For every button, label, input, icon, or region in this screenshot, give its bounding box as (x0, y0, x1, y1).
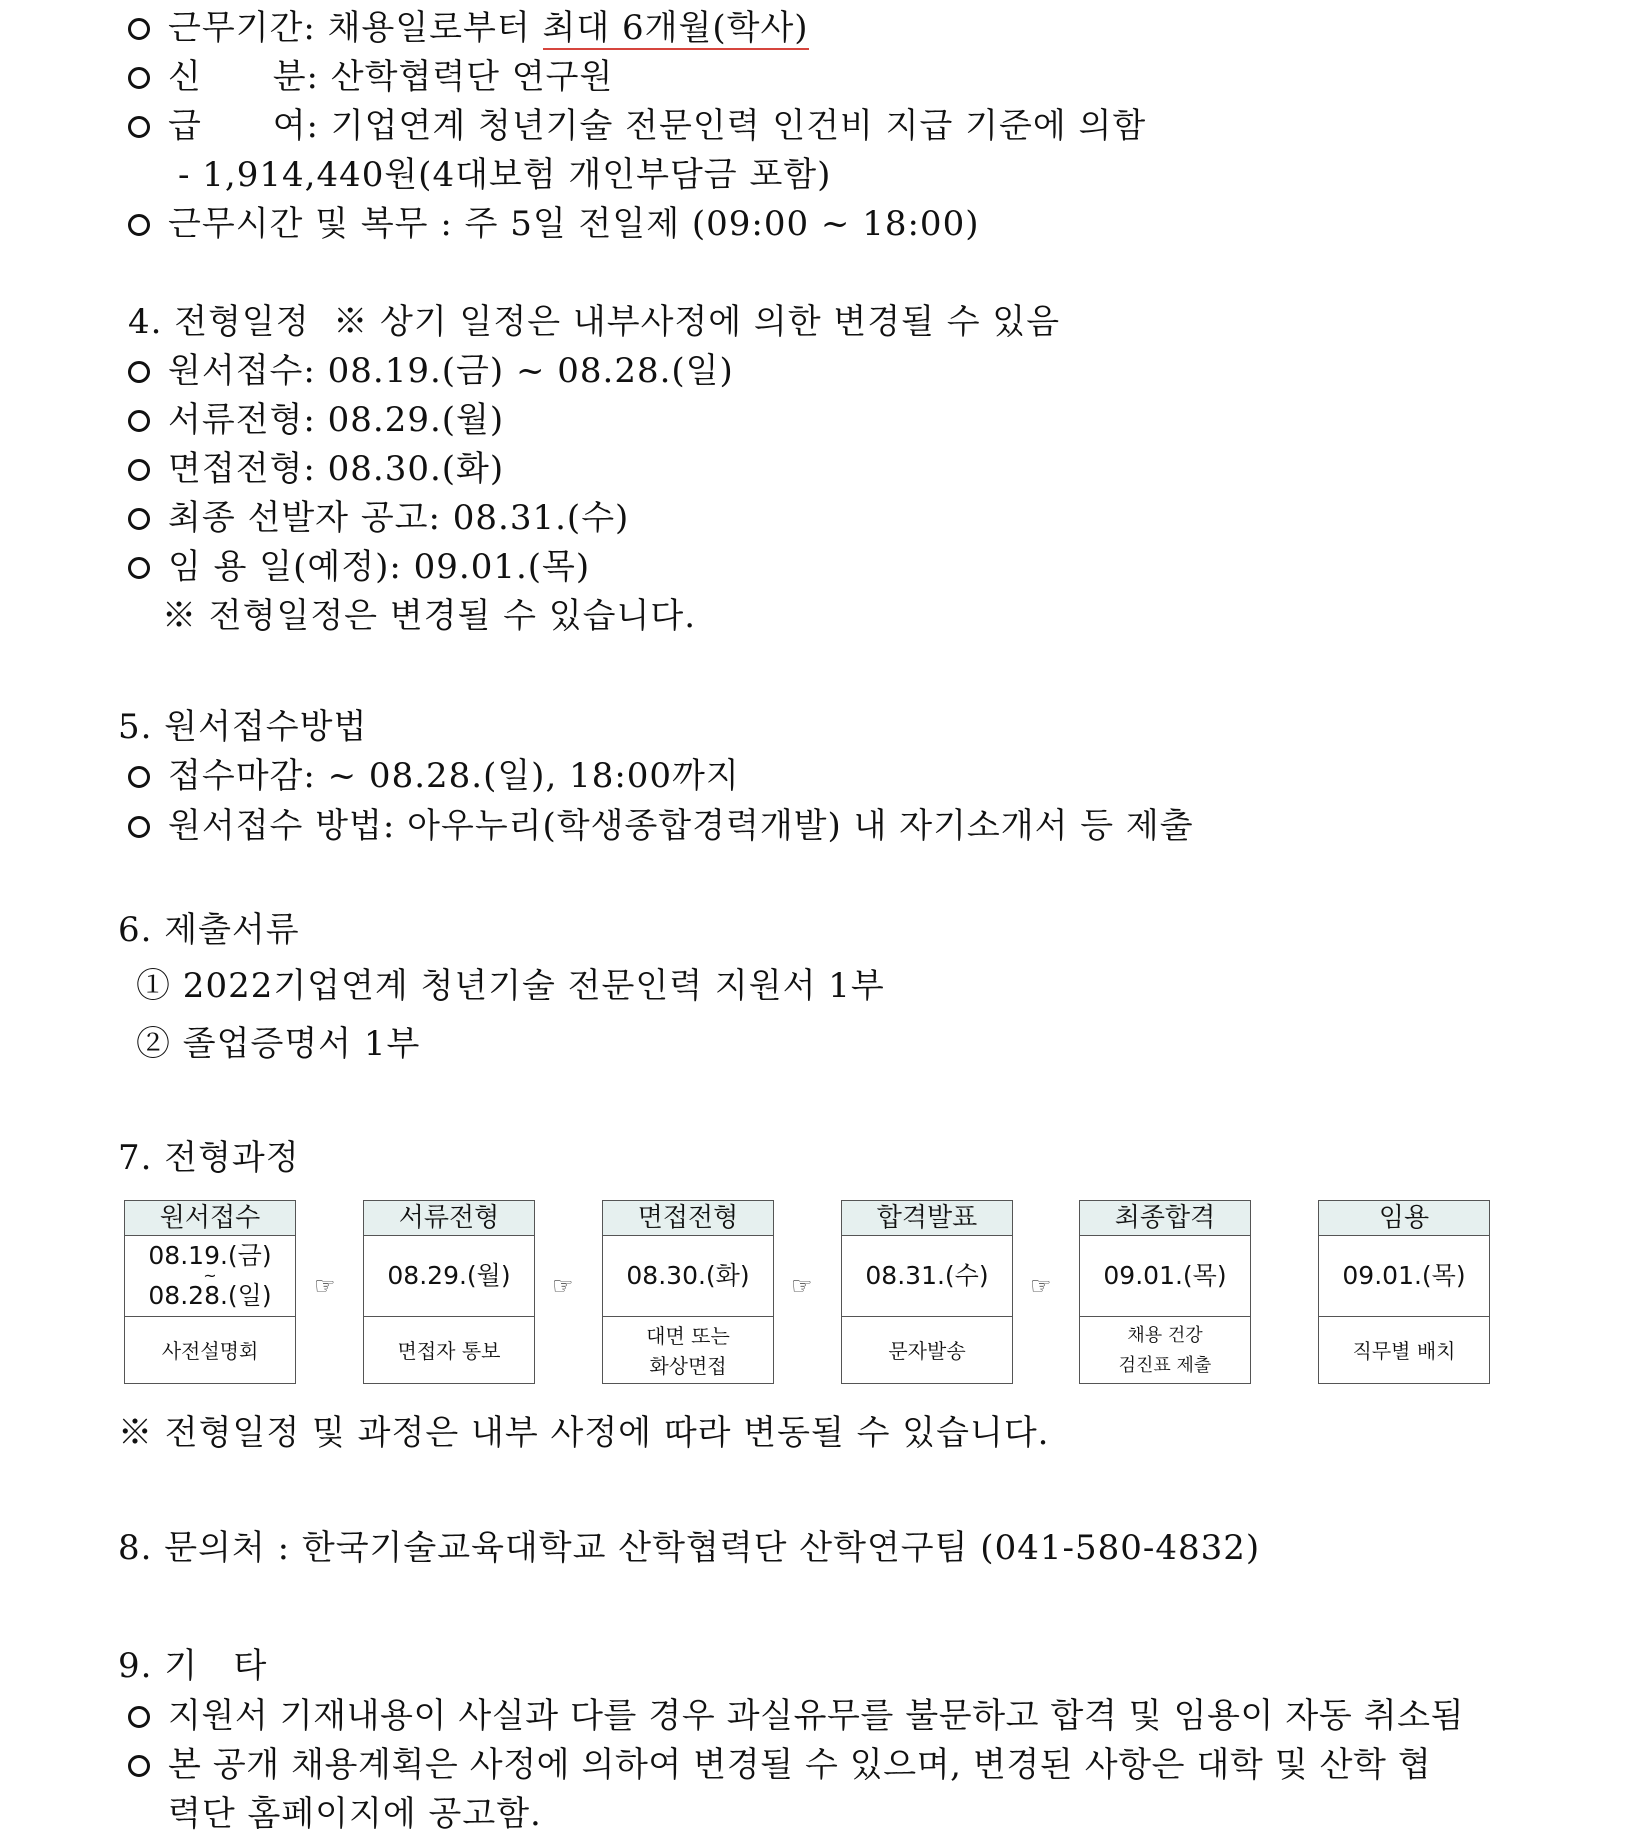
schedule-item: 원서접수: 08.19.(금) ~ 08.28.(일) (128, 351, 734, 391)
step-title: 임용 (1319, 1201, 1489, 1236)
step-note: 직무별 배치 (1352, 1339, 1456, 1363)
document-item: ① 2022기업연계 청년기술 전문인력 지원서 1부 (136, 966, 885, 1006)
step-title: 원서접수 (125, 1201, 295, 1236)
step-title: 서류전형 (364, 1201, 534, 1236)
circle-bullet-icon (128, 766, 150, 788)
work-period-line: 근무기간: 채용일로부터 최대 6개월(학사) (128, 8, 809, 48)
selection-process-flow (124, 1200, 1504, 1390)
step-note: 문자발송 (888, 1339, 966, 1363)
schedule-item: 면접전형: 08.30.(화) (128, 449, 504, 489)
step-note: 채용 건강 검진표 제출 (1118, 1325, 1212, 1376)
circle-bullet-icon (128, 1706, 150, 1728)
application-item: 원서접수 방법: 아우누리(학생종합경력개발) 내 자기소개서 등 제출 (128, 806, 1194, 846)
work-hours-line: 근무시간 및 복무 : 주 5일 전일제 (09:00 ~ 18:00) (128, 204, 979, 244)
process-note: ※ 전형일정 및 과정은 내부 사정에 따라 변동될 수 있습니다. (118, 1413, 1050, 1453)
period-highlight: 최대 6개월(학사) (542, 8, 809, 48)
section-4-heading: 4. 전형일정 ※ 상기 일정은 내부사정에 의한 변경될 수 있음 (128, 302, 1061, 342)
pay-line: 급 여: 기업연계 청년기술 전문인력 인건비 지급 기준에 의함 (128, 106, 1146, 146)
section-7-heading: 7. 전형과정 (118, 1138, 300, 1178)
pointing-hand-icon: ☞ (1030, 1272, 1052, 1300)
step-title: 최종합격 (1080, 1201, 1250, 1236)
status-line: 신 분: 산학협력단 연구원 (128, 57, 613, 97)
circle-bullet-icon (128, 816, 150, 838)
pointing-hand-icon: ☞ (552, 1272, 574, 1300)
schedule-note: ※ 전형일정은 변경될 수 있습니다. (162, 596, 697, 636)
step-date: 09.01.(목) (1080, 1236, 1250, 1317)
process-step (841, 1200, 1013, 1384)
step-date: 08.19.(금) ~ 08.28.(일) (125, 1236, 295, 1317)
step-date: 08.29.(월) (364, 1236, 534, 1317)
application-item: 접수마감: ~ 08.28.(일), 18:00까지 (128, 756, 740, 796)
circle-bullet-icon (128, 18, 150, 40)
step-title: 면접전형 (603, 1201, 773, 1236)
pointing-hand-icon: ☞ (314, 1272, 336, 1300)
circle-bullet-icon (128, 1755, 150, 1777)
process-step (1079, 1200, 1251, 1384)
step-title: 합격발표 (842, 1201, 1012, 1236)
contact-line: 8. 문의처 : 한국기술교육대학교 산학협력단 산학연구팀 (041-580-4832) (118, 1528, 1261, 1568)
circle-bullet-icon (128, 508, 150, 530)
process-step (124, 1200, 296, 1384)
section-9-heading: 9. 기 타 (118, 1646, 268, 1686)
pay-detail-line: - 1,914,440원(4대보험 개인부담금 포함) (178, 155, 832, 195)
document-item: ② 졸업증명서 1부 (136, 1024, 421, 1064)
schedule-item: 임 용 일(예정): 09.01.(목) (128, 547, 590, 587)
section-6-heading: 6. 제출서류 (118, 910, 300, 950)
other-item-continuation: 력단 홈페이지에 공고함. (168, 1794, 542, 1834)
other-item: 본 공개 채용계획은 사정에 의하여 변경될 수 있으며, 변경된 사항은 대학 및 산학 협 (128, 1745, 1431, 1785)
step-note: 사전설명회 (161, 1339, 259, 1363)
step-note: 면접자 통보 (397, 1339, 501, 1363)
process-step (363, 1200, 535, 1384)
schedule-item: 최종 선발자 공고: 08.31.(수) (128, 498, 629, 538)
pointing-hand-icon: ☞ (791, 1272, 813, 1300)
circle-bullet-icon (128, 116, 150, 138)
section-5-heading: 5. 원서접수방법 (118, 707, 368, 747)
circle-bullet-icon (128, 459, 150, 481)
circle-bullet-icon (128, 214, 150, 236)
process-step (1318, 1200, 1490, 1384)
process-step (602, 1200, 774, 1384)
step-date: 08.30.(화) (603, 1236, 773, 1317)
step-date: 08.31.(수) (842, 1236, 1012, 1317)
step-date: 09.01.(목) (1319, 1236, 1489, 1317)
schedule-item: 서류전형: 08.29.(월) (128, 400, 504, 440)
other-item: 지원서 기재내용이 사실과 다를 경우 과실유무를 불문하고 합격 및 임용이 자동 취소됨 (128, 1696, 1464, 1736)
circle-bullet-icon (128, 410, 150, 432)
circle-bullet-icon (128, 557, 150, 579)
circle-bullet-icon (128, 67, 150, 89)
circle-bullet-icon (128, 361, 150, 383)
step-note: 대면 또는 화상면접 (646, 1324, 730, 1378)
